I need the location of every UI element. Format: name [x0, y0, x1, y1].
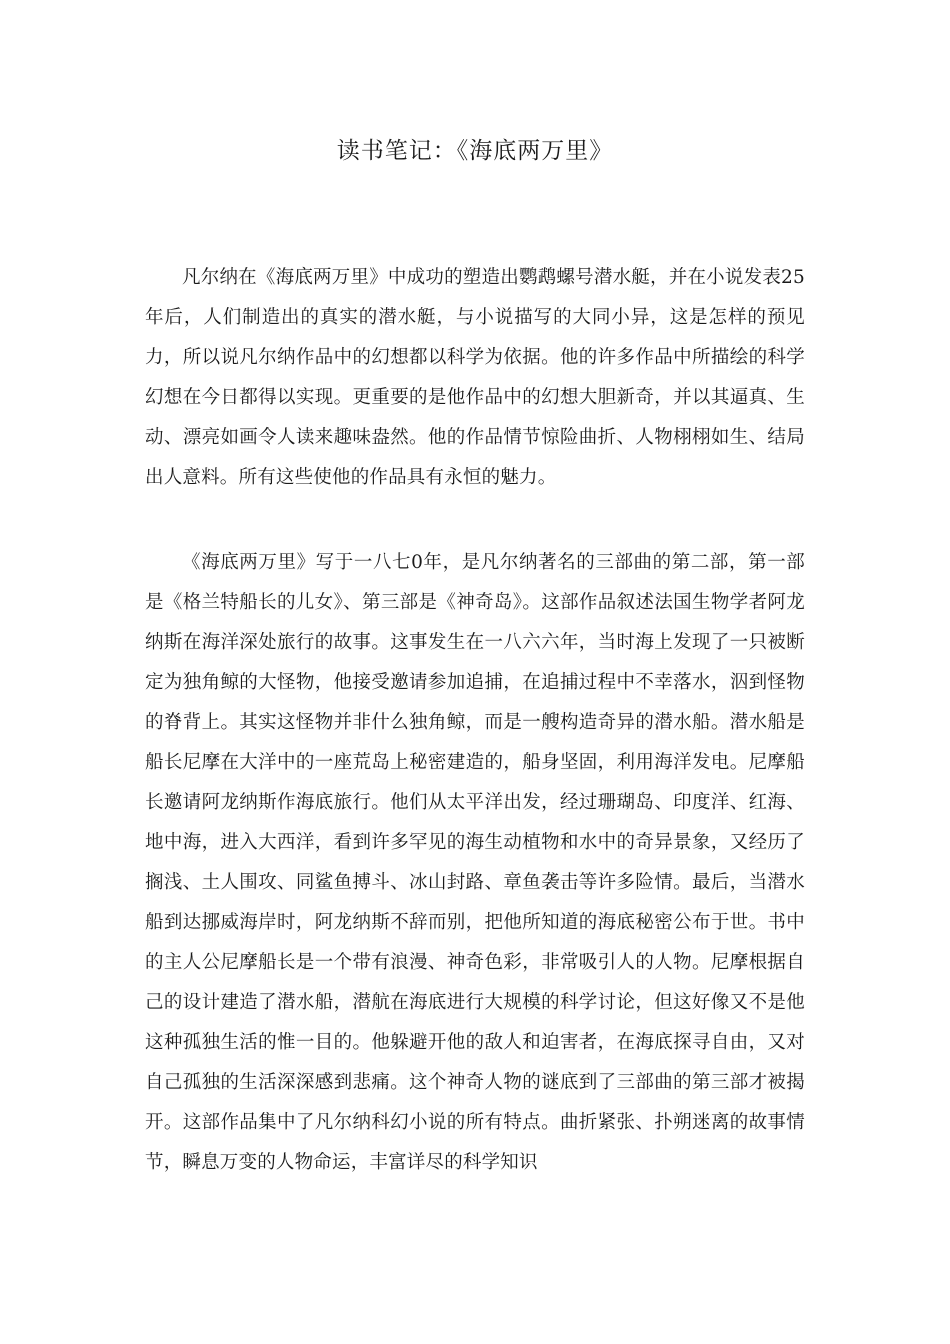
document-title: 读书笔记：《海底两万里》 — [336, 138, 614, 164]
paragraph-1: 凡尔纳在《海底两万里》中成功的塑造出鹦鹉螺号潜水艇，并在小说发表25年后，人们制造出的真实的潜水艇，与小说描写的大同小异，这是怎样的预见力，所以说凡尔纳作品中的幻想都以科学为依据。他的许多作品中所描绘的科学幻想在今日都得以实现。更重要的是他作品中的幻想大胆新奇，并以其逼真、生动、漂亮如画令人读来趣味盎然。他的作品情节惊险曲折、人物栩栩如生、结局出人意料。所有这些使他的作品具有永恒的魅力。 — [145, 267, 805, 488]
paragraph-2: 《海底两万里》写于一八七0年，是凡尔纳著名的三部曲的第二部，第一部是《格兰特船长的儿女》、第三部是《神奇岛》。这部作品叙述法国生物学者阿龙纳斯在海洋深处旅行的故事。这事发生在一八六六年，当时海上发现了一只被断定为独角鲸的大怪物，他接受邀请参加追捕，在追捕过程中不幸落水，泅到怪物的脊背上。其实这怪物并非什么独角鲸，而是一艘构造奇异的潜水船。潜水船是船长尼摩在大洋中的一座荒岛上秘密建造的，船身坚固，利用海洋发电。尼摩船长邀请阿龙纳斯作海底旅行。他们从太平洋出发，经过珊瑚岛、印度洋、红海、地中海，进入大西洋，看到许多罕见的海生动植物和水中的奇异景象，又经历了搁浅、土人围攻、同鲨鱼搏斗、冰山封路、章鱼袭击等许多险情。最后，当潜水船到达挪威海岸时，阿龙纳斯不辞而别，把他所知道的海底秘密公布于世。书中的主人公尼摩船长是一个带有浪漫、神奇色彩，非常吸引人的人物。尼摩根据自己的设计建造了潜水船，潜航在海底进行大规模的科学讨论，但这好像又不是他这种孤独生活的惟一目的。他躲避开他的敌人和迫害者，在海底探寻自由，又对自己孤独的生活深深感到悲痛。这个神奇人物的谜底到了三部曲的第三部才被揭开。这部作品集中了凡尔纳科幻小说的所有特点。曲折紧张、扑朔迷离的故事情节，瞬息万变的人物命运，丰富详尽的科学知识 — [145, 552, 805, 1173]
